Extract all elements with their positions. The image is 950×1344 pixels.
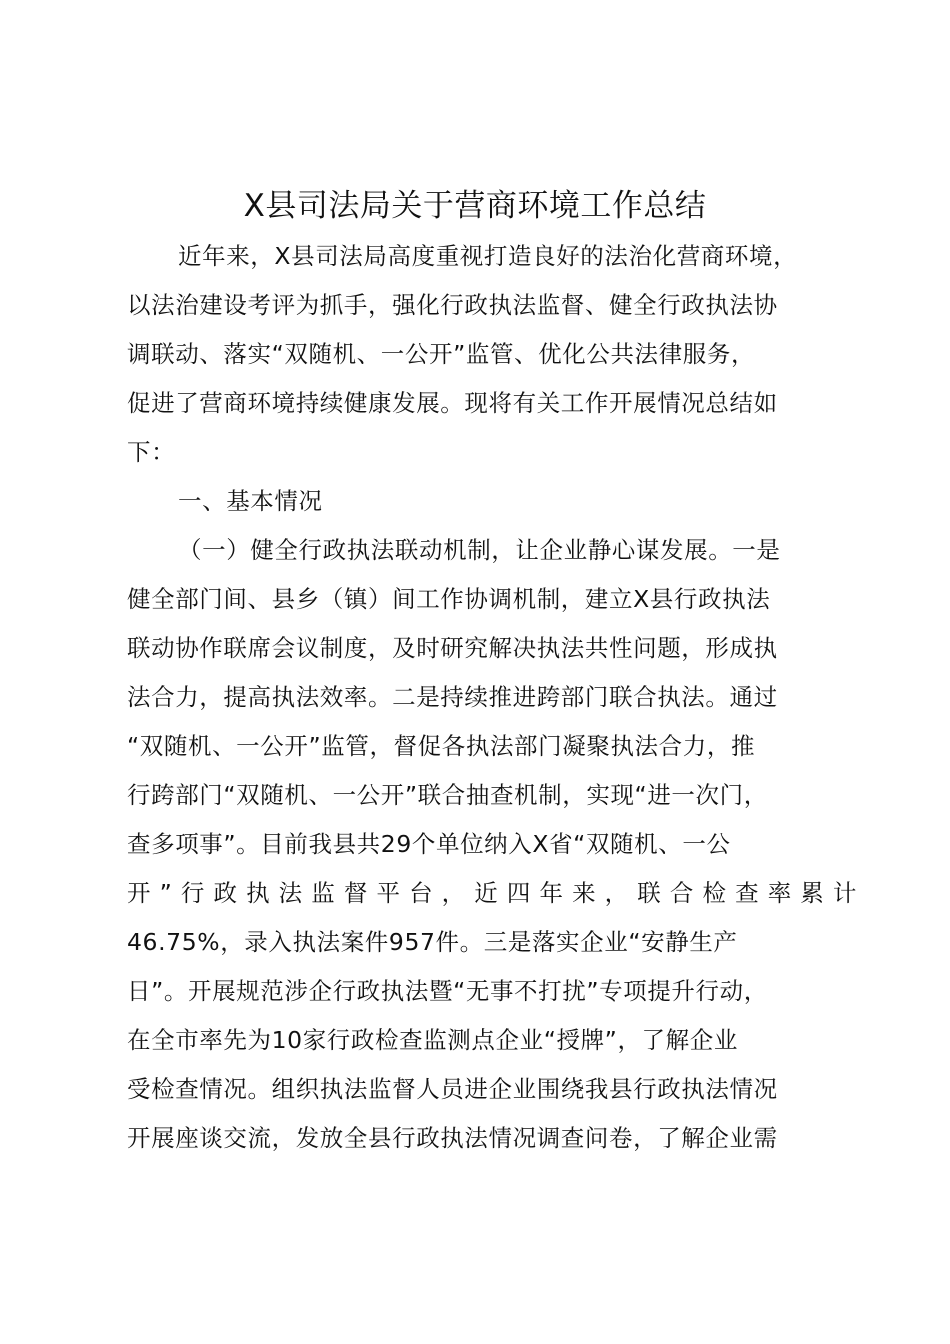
paragraph-line: 开展座谈交流，发放全县行政执法情况调查问卷，了解企业需: [127, 1124, 778, 1152]
paragraph-line: 行跨部门“双随机、一公开”联合抽查机制，实现“进一次门，: [127, 781, 768, 809]
document-title: X县司法局关于营商环境工作总结: [243, 188, 707, 224]
paragraph-line: 近年来，X县司法局高度重视打造良好的法治化营商环境，: [178, 242, 798, 270]
paragraph-line: 开”行政执法监督平台，近四年来，联合检查率累计: [127, 879, 857, 907]
paragraph-line: 日”。开展规范涉企行政执法暨“无事不打扰”专项提升行动，: [127, 977, 768, 1005]
paragraph-line: 46.75%，录入执法案件957件。三是落实企业“安静生产: [127, 928, 738, 956]
paragraph-line: 促进了营商环境持续健康发展。现将有关工作开展情况总结如: [127, 389, 778, 417]
paragraph-line: 受检查情况。组织执法监督人员进企业围绕我县行政执法情况: [127, 1075, 778, 1103]
paragraph-line: 法合力，提高执法效率。二是持续推进跨部门联合执法。通过: [127, 683, 778, 711]
paragraph-line: 查多项事”。目前我县共29个单位纳入X省“双随机、一公: [127, 830, 731, 858]
paragraph-line: 联动协作联席会议制度，及时研究解决执法共性问题，形成执: [127, 634, 778, 662]
section-heading: 一、基本情况: [178, 487, 323, 515]
paragraph-line: 下：: [127, 438, 176, 466]
paragraph-line: 在全市率先为10家行政检查监测点企业“授牌”，了解企业: [127, 1026, 738, 1054]
paragraph-line: 以法治建设考评为抓手，强化行政执法监督、健全行政执法协: [127, 291, 778, 319]
paragraph-line: “双随机、一公开”监管，督促各执法部门凝聚执法合力，推: [127, 732, 756, 760]
paragraph-line: 健全部门间、县乡（镇）间工作协调机制，建立X县行政执法: [127, 585, 771, 613]
paragraph-line: 调联动、落实“双随机、一公开”监管、优化公共法律服务，: [127, 340, 756, 368]
paragraph-line: （一）健全行政执法联动机制，让企业静心谋发展。一是: [178, 536, 781, 564]
document-body: [127, 232, 857, 1163]
